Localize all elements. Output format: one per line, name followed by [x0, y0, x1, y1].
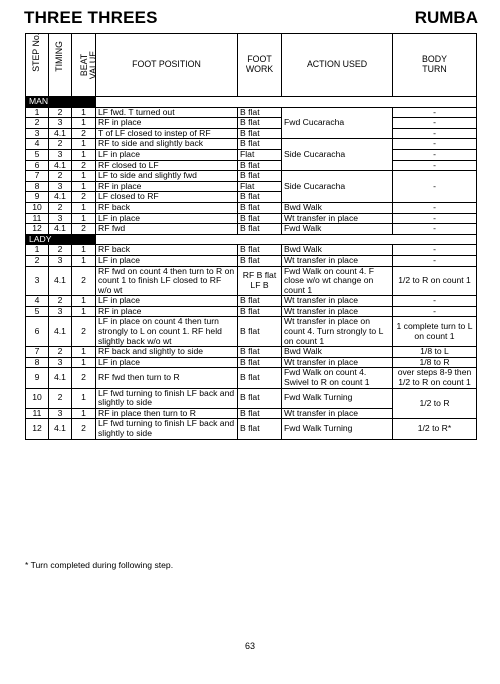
table-row: 9 4.1 2 RF fwd then turn to R B flat Fwd Walk on count 4. Swivel to R on count 1 over steps 8-9 then 1/2 to R on count 1 — [26, 368, 477, 388]
column-header-body-turn: BODY TURN — [393, 34, 477, 97]
column-header-timing: TIMING — [49, 34, 72, 97]
table-row: 11 3 1 LF in place B flat Wt transfer in place - — [26, 213, 477, 224]
table-row: 7 2 1 RF back and slightly to side B flat Bwd Walk 1/8 to L — [26, 347, 477, 358]
table-row: 6 4.1 2 LF in place on count 4 then turn strongly to L on count 1. RF held slightly back w/o wt B flat Wt transfer in place on count 4. Turn strongly to L on count 1 1 complete turn to L on count 1 — [26, 317, 477, 347]
table-row: 12 4.1 2 LF fwd turning to finish LF back and slightly to side B flat Fwd Walk Turning 1/2 to R* — [26, 419, 477, 439]
column-header-action: ACTION USED — [282, 34, 393, 97]
table-row: 11 3 1 RF in place then turn to R B flat Wt transfer in place — [26, 408, 477, 419]
footnote: * Turn completed during following step. — [25, 560, 174, 570]
column-header-foot-position: FOOT POSITION — [96, 34, 238, 97]
section-label: LADY — [26, 234, 96, 245]
section-row-man — [26, 97, 477, 108]
table-row: 3 4.1 2 T of LF closed to instep of RF B flat - — [26, 128, 477, 139]
table-row: 6 4.1 2 RF closed to LF B flat - — [26, 160, 477, 171]
page-header — [24, 8, 478, 32]
table-row: 7 2 1 LF to side and slightly fwd B flat Side Cucaracha - — [26, 171, 477, 182]
table-row: 1 2 1 RF back B flat Bwd Walk - — [26, 245, 477, 256]
step-chart-table — [25, 33, 477, 440]
table-header-row — [26, 34, 477, 97]
table-row: 4 2 1 RF to side and slightly back B flat Side Cucaracha - — [26, 139, 477, 150]
table-row: 4 2 1 LF in place B flat Wt transfer in place - — [26, 296, 477, 307]
table-row: 8 3 1 LF in place B flat Wt transfer in place 1/8 to R — [26, 357, 477, 368]
table-row: 5 3 1 RF in place B flat Wt transfer in place - — [26, 306, 477, 317]
table-row: 9 4.1 2 LF closed to RF B flat — [26, 192, 477, 203]
figure-title: THREE THREES — [24, 8, 158, 27]
column-header-foot-work: FOOT WORK — [238, 34, 282, 97]
column-header-beat-value: BEAT VALUE — [72, 34, 96, 97]
table-row: 10 2 1 LF fwd turning to finish LF back and slightly to side B flat Fwd Walk Turning 1/2 to R — [26, 388, 477, 408]
section-row-lady — [26, 234, 477, 245]
dance-name: RUMBA — [414, 8, 478, 27]
section-label: MAN — [26, 97, 96, 108]
page-number: 63 — [244, 641, 255, 651]
table-row: 2 3 1 RF in place B flat - — [26, 118, 477, 129]
table-row: 8 3 1 RF in place Flat — [26, 181, 477, 192]
table-row: 12 4.1 2 RF fwd B flat Fwd Walk - — [26, 224, 477, 235]
column-header-step: STEP No. — [26, 34, 49, 97]
table-row: 2 3 1 LF in place B flat Wt transfer in place - — [26, 255, 477, 266]
table-row: 3 4.1 2 RF fwd on count 4 then turn to R on count 1 to finish LF closed to RF w/o wt RF B flat LF B Fwd Walk on count 4. F close w/o wt change on count 1 1/2 to R on count 1 — [26, 266, 477, 296]
table-row: 1 2 1 LF fwd. T turned out B flat Fwd Cucaracha - — [26, 107, 477, 118]
table-row: 5 3 1 LF in place Flat - — [26, 149, 477, 160]
table-row: 10 2 1 RF back B flat Bwd Walk - — [26, 202, 477, 213]
